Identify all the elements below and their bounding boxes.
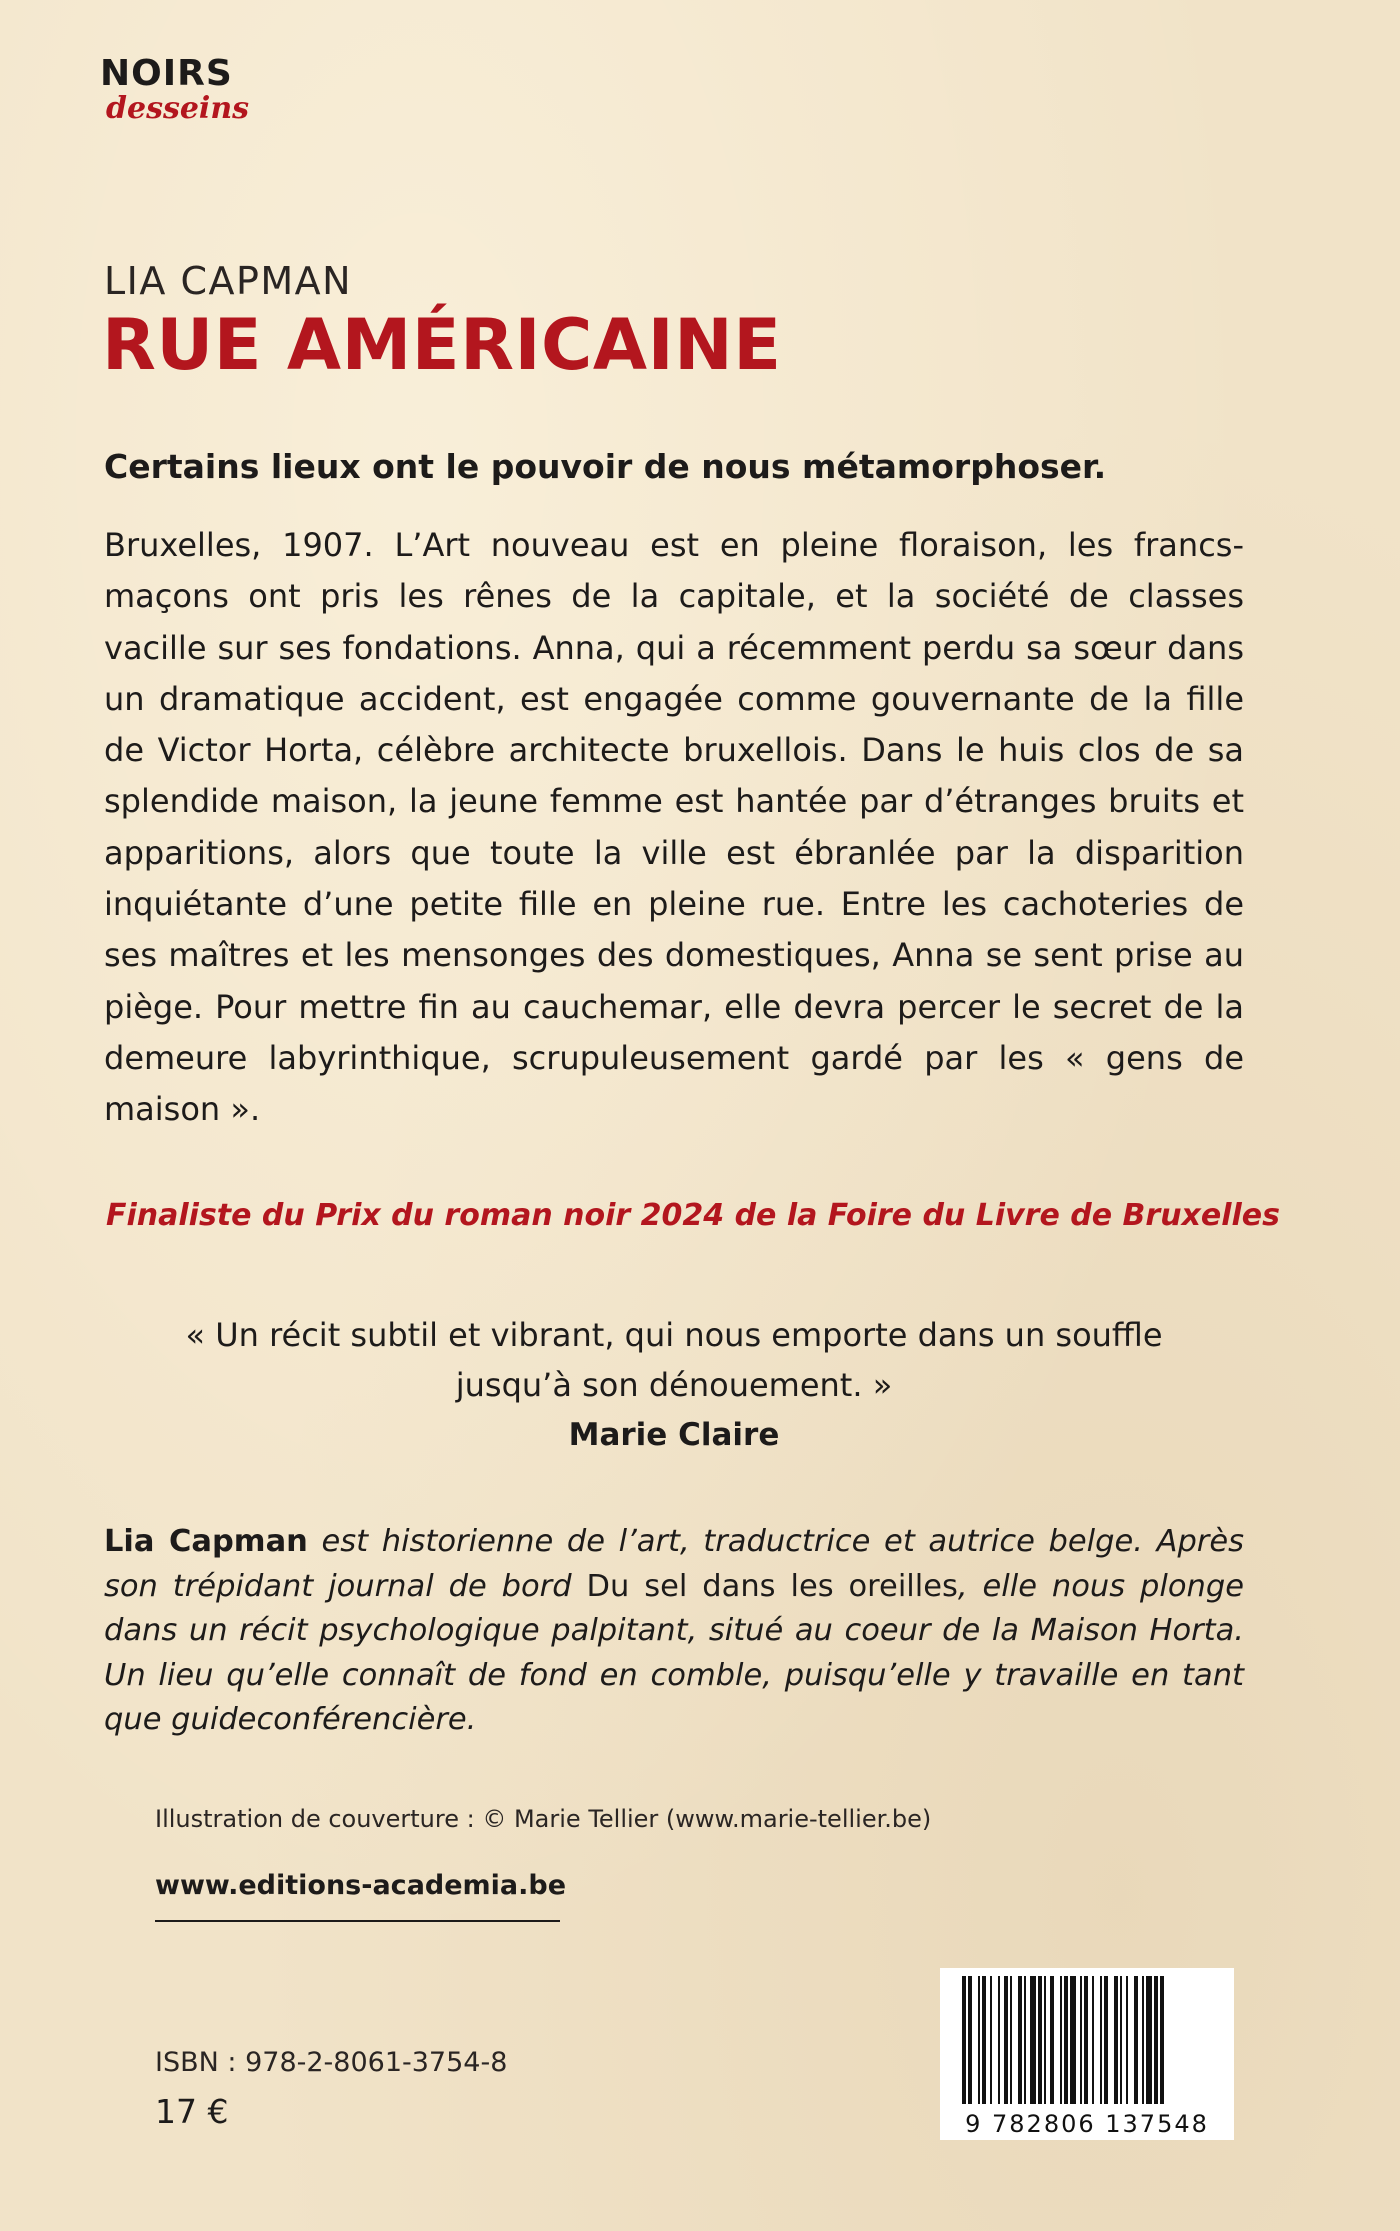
barcode-bar	[1004, 1976, 1008, 2104]
barcode-bar	[1044, 1976, 1046, 2104]
author-name: LIA CAPMAN	[104, 259, 353, 303]
bio-text-part-1: est historienne de l’art, traductrice et autrice belge. Après son trépidant journal de bord	[104, 1524, 1244, 1604]
blurb-paragraph: Bruxelles, 1907. L’Art nouveau est en pleine floraison, les francs-maçons ont pris les rênes de la capitale, et la société de classes vacille sur ses fondations. Anna, qui a récemment perdu sa sœur dans un dramatique accident, est engagée comme gouvernante de la fille de Victor Horta, célèbre architecte bruxellois. Dans le huis clos de sa splendide maison, la jeune femme est hantée par d’étranges bruits et apparitions, alors que toute la ville est ébranlée par la disparition inquiétante d’une petite fille en pleine rue. Entre les cachoteries de ses maîtres et les mensonges des domestiques, Anna se sent prise au piège. Pour mettre fin au cauchemar, elle devra percer le secret de la demeure labyrinthique, scrupuleusement gardé par les « gens de maison ».	[104, 526, 1244, 1129]
barcode-bar	[1070, 1976, 1076, 2104]
price-text: 17 €	[155, 2092, 229, 2131]
award-mention: Finaliste du Prix du roman noir 2024 de la Foire du Livre de Bruxelles	[106, 1198, 1281, 1233]
barcode-bar	[1120, 1976, 1122, 2104]
barcode-bars	[962, 1976, 1164, 2104]
tagline: Certains lieux ont le pouvoir de nous métamorphoser.	[104, 447, 1107, 486]
barcode-bar	[962, 1976, 966, 2104]
quote-source: Marie Claire	[568, 1417, 780, 1453]
barcode-bar	[1080, 1976, 1082, 2104]
barcode-bar	[1084, 1976, 1088, 2104]
isbn-text: ISBN : 978-2-8061-3754-8	[155, 2047, 508, 2078]
barcode-bar	[1114, 1976, 1118, 2104]
barcode-bar	[1038, 1976, 1042, 2104]
barcode-bar	[1100, 1976, 1102, 2104]
barcode-bar	[1160, 1976, 1164, 2104]
logo-series-desseins: desseins	[106, 91, 250, 126]
press-quote	[100, 1310, 1248, 1460]
barcode	[940, 1968, 1234, 2140]
barcode-bar	[1024, 1976, 1026, 2104]
publisher-logo	[100, 53, 250, 126]
barcode-bar	[1030, 1976, 1036, 2104]
barcode-bar	[1134, 1976, 1138, 2104]
author-bio	[104, 1520, 1244, 1743]
barcode-graphic	[940, 1968, 1234, 2140]
barcode-bar	[998, 1976, 1000, 2104]
barcode-bar	[990, 1976, 992, 2104]
barcode-bar	[1142, 1976, 1144, 2104]
website-underline	[155, 1920, 560, 1922]
quote-line-2: jusqu’à son dénouement. »	[455, 1366, 893, 1404]
barcode-bar	[1064, 1976, 1068, 2104]
barcode-bar	[1104, 1976, 1108, 2104]
barcode-bar	[982, 1976, 986, 2104]
bio-text-part-2: , elle nous plonge dans un récit psychologique palpitant, situé au coeur de la Maison Horta. Un lieu qu’elle connaît de fond en comble, puisqu’elle y travaille en tant que guideconférencière.	[104, 1568, 1245, 1737]
barcode-bar	[1018, 1976, 1022, 2104]
barcode-bar	[1010, 1976, 1012, 2104]
logo-series-noirs: NOIRS	[100, 53, 233, 94]
barcode-bar	[1060, 1976, 1062, 2104]
bio-author-name: Lia Capman	[104, 1524, 308, 1559]
illustration-credit: Illustration de couverture : © Marie Tellier (www.marie-tellier.be)	[155, 1805, 932, 1833]
book-title: RUE AMÉRICAINE	[102, 304, 782, 386]
publisher-website: www.editions-academia.be	[155, 1870, 567, 1901]
barcode-bar	[1092, 1976, 1094, 2104]
barcode-bar	[1126, 1976, 1128, 2104]
barcode-bar	[968, 1976, 972, 2104]
barcode-bar	[978, 1976, 980, 2104]
barcode-bar	[1154, 1976, 1158, 2104]
barcode-digits: 9 782806 137548	[965, 2110, 1209, 2138]
barcode-bar	[1050, 1976, 1054, 2104]
quote-line-1: « Un récit subtil et vibrant, qui nous emporte dans un souffle	[185, 1316, 1163, 1354]
bio-book-title: Du sel dans les oreilles	[586, 1568, 958, 1604]
barcode-bar	[1146, 1976, 1152, 2104]
